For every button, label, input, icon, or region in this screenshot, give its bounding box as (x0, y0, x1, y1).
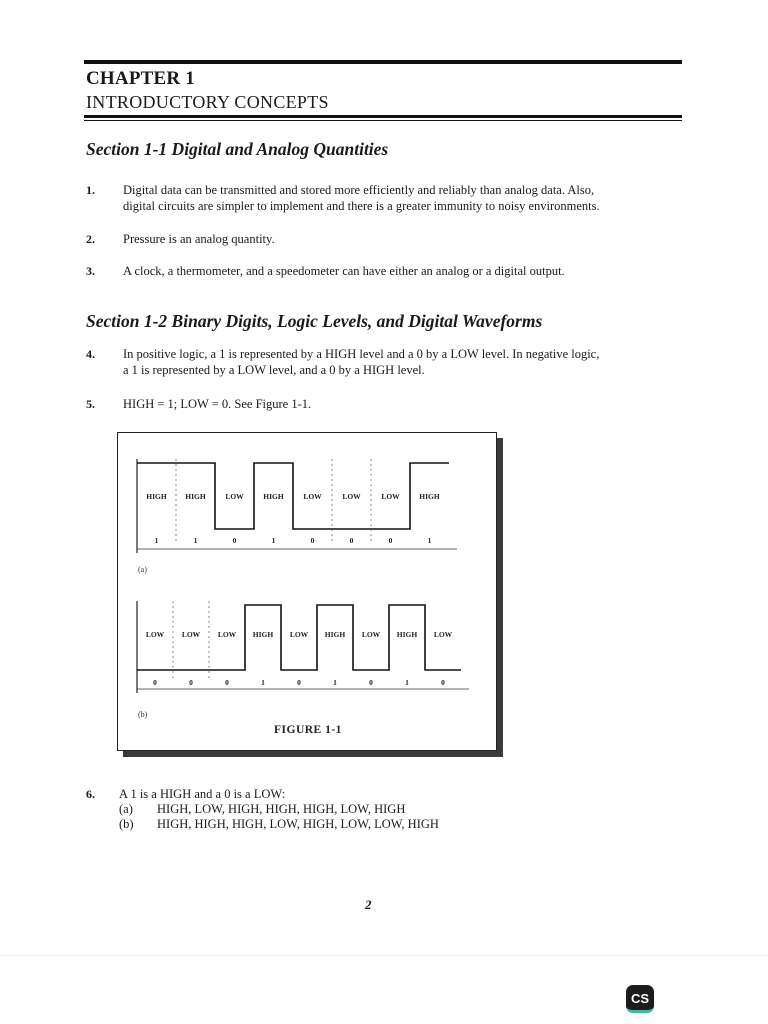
item-text: A clock, a thermometer, and a speedometer can have either an analog or a digital output. (123, 264, 565, 278)
item-number: 4. (86, 347, 95, 361)
bit-label: 1 (271, 536, 276, 545)
level-label: HIGH (324, 630, 346, 639)
bit-label: 0 (388, 536, 393, 545)
sub-label-b: (b) (119, 817, 134, 831)
level-label: HIGH (419, 492, 440, 501)
waveform-line (137, 463, 449, 529)
top-rule (84, 60, 682, 64)
item-text: HIGH = 1; LOW = 0. See Figure 1-1. (123, 397, 312, 411)
figure-caption: FIGURE 1-1 (274, 724, 342, 736)
waveform-b-tag: (b) (138, 710, 148, 719)
page-number: 2 (365, 897, 372, 912)
bit-label: 0 (189, 678, 193, 687)
chapter-title: CHAPTER 1 (86, 68, 195, 89)
waveform-b (137, 601, 469, 693)
bit-label: 1 (427, 536, 432, 545)
item-number: 6. (86, 787, 95, 801)
level-label: LOW (381, 492, 400, 501)
level-label: HIGH (252, 630, 274, 639)
sub-label-a: (a) (119, 802, 133, 816)
section-heading-1-1: Section 1-1 Digital and Analog Quantities (86, 139, 389, 159)
bit-label: 0 (225, 678, 229, 687)
item-text: digital circuits are simpler to implement and there is a greater immunity to noisy environments. (123, 199, 600, 213)
waveform-a (137, 459, 457, 553)
level-label: LOW (303, 492, 322, 501)
sub-answer-a: HIGH, LOW, HIGH, HIGH, HIGH, LOW, HIGH (157, 802, 406, 816)
bit-label: 1 (261, 678, 265, 687)
level-label: HIGH (263, 492, 284, 501)
item-text: A 1 is a HIGH and a 0 is a LOW: (119, 787, 286, 801)
chapter-subtitle: INTRODUCTORY CONCEPTS (86, 92, 329, 112)
bit-label: 1 (405, 678, 409, 687)
level-label: LOW (361, 630, 381, 639)
figure-1-1 (117, 432, 497, 751)
item-text: In positive logic, a 1 is represented by a HIGH level and a 0 by a LOW level. In negative logic, (123, 347, 600, 361)
bit-label: 0 (297, 678, 301, 687)
bit-label: 0 (232, 536, 237, 545)
bit-label: 0 (369, 678, 373, 687)
level-label: LOW (433, 630, 453, 639)
level-label: LOW (217, 630, 237, 639)
level-label: HIGH (185, 492, 206, 501)
camscanner-logo: CS (626, 985, 654, 1013)
item-number: 2. (86, 232, 95, 246)
item-number: 5. (86, 397, 95, 411)
sub-answer-b: HIGH, HIGH, HIGH, LOW, HIGH, LOW, LOW, HIGH (157, 817, 439, 831)
level-label: HIGH (396, 630, 418, 639)
item-number: 3. (86, 264, 95, 278)
bit-label: 0 (310, 536, 315, 545)
section-heading-1-2: Section 1-2 Binary Digits, Logic Levels, and Digital Waveforms (86, 311, 543, 331)
item-text: Digital data can be transmitted and stored more efficiently and reliably than analog data. Also, (123, 183, 595, 197)
level-label: LOW (342, 492, 361, 501)
level-label: LOW (289, 630, 309, 639)
bit-label: 0 (153, 678, 157, 687)
bit-label: 1 (333, 678, 337, 687)
level-label: LOW (145, 630, 165, 639)
bit-label: 1 (154, 536, 159, 545)
bit-label: 1 (193, 536, 198, 545)
level-label: HIGH (146, 492, 167, 501)
waveform-a-tag: (a) (138, 565, 147, 574)
header-rule (84, 115, 682, 118)
bit-label: 0 (349, 536, 354, 545)
item-text: a 1 is represented by a LOW level, and a 0 by a HIGH level. (123, 363, 425, 377)
header-rule-thin (84, 120, 682, 121)
bottom-divider (0, 955, 768, 956)
bit-label: 0 (441, 678, 445, 687)
item-text: Pressure is an analog quantity. (123, 232, 275, 246)
level-label: LOW (181, 630, 201, 639)
item-number: 1. (86, 183, 95, 197)
level-label: LOW (225, 492, 244, 501)
waveform-figure (118, 433, 496, 750)
